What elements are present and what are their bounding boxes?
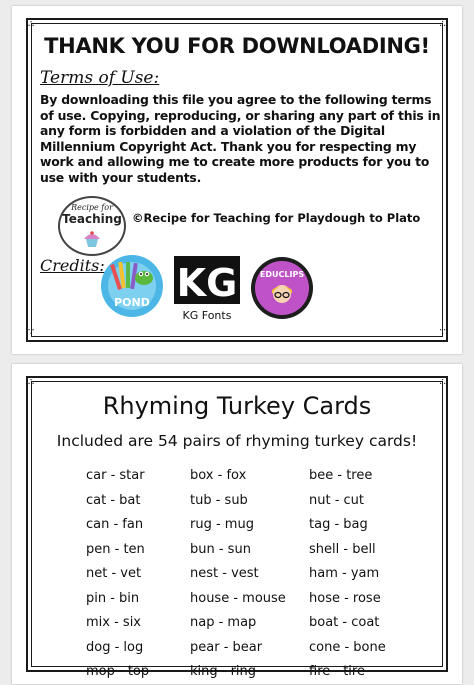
rhyme-column-3 bbox=[309, 464, 386, 685]
rhyme-pair: cone - bone bbox=[309, 639, 386, 655]
corner-dots-ornament: ∴ bbox=[28, 377, 35, 388]
educlips-logo bbox=[250, 256, 314, 320]
corner-dots-ornament: ∴ bbox=[439, 19, 446, 30]
rhyme-pair: boat - coat bbox=[309, 615, 380, 630]
rhyme-pair: mop - top bbox=[86, 664, 150, 679]
rhyme-pair: house - mouse bbox=[190, 590, 286, 606]
pond-label: POND bbox=[114, 296, 150, 309]
terms-heading: Terms of Use: bbox=[40, 68, 160, 88]
corner-dots-ornament: ∵ bbox=[439, 327, 446, 338]
page-title: Rhyming Turkey Cards bbox=[102, 392, 372, 420]
page-subtitle: Included are 54 pairs of rhyming turkey cards! bbox=[56, 432, 418, 450]
rhyme-pair: can - fan bbox=[86, 517, 144, 532]
rhyme-pair: tag - bag bbox=[309, 517, 368, 532]
rhyme-pair: nap - map bbox=[190, 615, 257, 630]
rhyme-pair: pear - bear bbox=[190, 639, 263, 655]
rhyme-pair: net - vet bbox=[86, 566, 142, 581]
thank-you-page bbox=[12, 6, 462, 354]
rhyme-column-2 bbox=[190, 464, 286, 685]
rhyme-pair: pin - bin bbox=[86, 590, 140, 606]
rhyme-pair: shell - bell bbox=[309, 541, 376, 557]
logo-big-text: Teaching bbox=[62, 212, 122, 226]
rhyme-pair: pen - ten bbox=[86, 541, 145, 557]
kg-fonts-label: KG Fonts bbox=[182, 309, 232, 322]
pond-logo bbox=[100, 254, 164, 318]
rhyme-pair: ham - yam bbox=[309, 566, 380, 581]
rhyme-pair: tub - sub bbox=[190, 492, 248, 508]
rhyme-pair: mix - six bbox=[86, 615, 142, 630]
corner-dots-ornament: ∴ bbox=[439, 377, 446, 388]
kg-fonts-logo bbox=[172, 256, 242, 322]
kg-monogram bbox=[174, 256, 240, 304]
rhyme-pair: rug - mug bbox=[190, 517, 254, 532]
rhyme-pair: nest - vest bbox=[190, 566, 259, 581]
rhyming-cards-page bbox=[12, 364, 462, 684]
rhyme-pair: dog - log bbox=[86, 639, 144, 655]
terms-text: By downloading this file you agree to the following terms of use. Copying, reproducing, or sharing any part of this in any form is forbidden and a violation of the Digital Millennium Copyright Act. Thank you for respecting my work and allowing me to create more products for you to use with your students. bbox=[40, 92, 441, 185]
rhyme-column-1 bbox=[86, 464, 149, 685]
rhyme-pair: bun - sun bbox=[190, 541, 251, 557]
rhyme-pair: nut - cut bbox=[309, 492, 365, 508]
recipe-for-teaching-logo bbox=[58, 196, 126, 256]
rhyme-pair: car - star bbox=[86, 468, 145, 483]
kg-mark-text: KG bbox=[176, 261, 238, 304]
credits-heading: Credits: bbox=[40, 256, 105, 275]
rhyme-pair: hose - rose bbox=[309, 590, 381, 606]
corner-dots-ornament: ∵ bbox=[28, 327, 35, 338]
rhyme-pair: cat - bat bbox=[86, 492, 141, 508]
educlips-label: EDUCLIPS bbox=[259, 270, 305, 279]
rhyme-pair: bee - tree bbox=[309, 468, 373, 483]
logo-small-text: Recipe for bbox=[71, 203, 113, 212]
rhyme-pair: box - fox bbox=[190, 468, 247, 483]
cupcake-icon bbox=[82, 231, 102, 247]
copyright-text: ©Recipe for Teaching for Playdough to Plato bbox=[132, 211, 421, 225]
corner-dots-ornament: ∴ bbox=[28, 19, 35, 30]
rhyme-pair: king - ring bbox=[190, 664, 257, 679]
page-title: THANK YOU FOR DOWNLOADING! bbox=[44, 34, 430, 58]
rhyme-pair: fire - tire bbox=[309, 664, 365, 679]
